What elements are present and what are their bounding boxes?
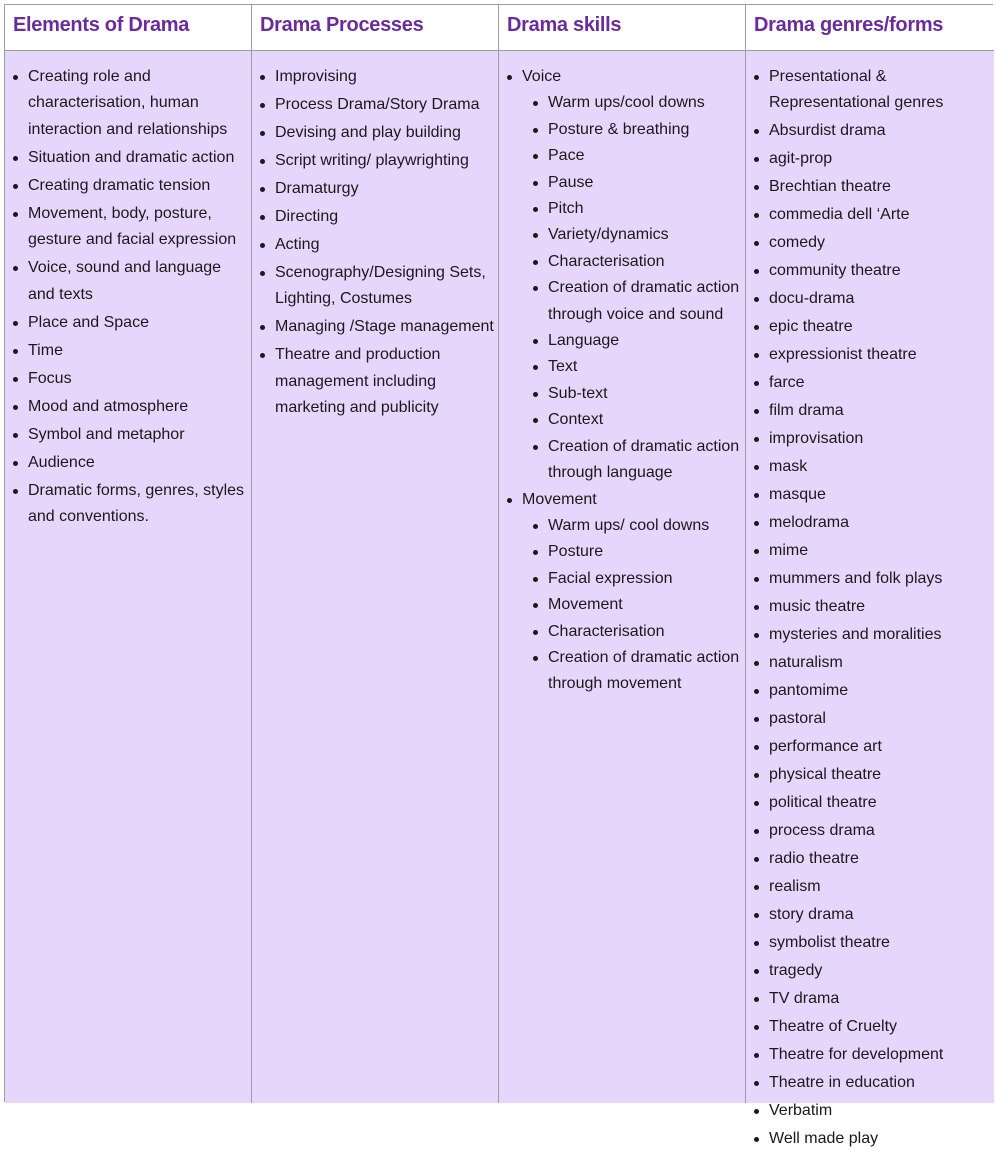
list-item-text: improvisation [769, 430, 864, 448]
list-item [5, 145, 251, 171]
list-item [252, 260, 498, 313]
column-drama-skills [499, 51, 746, 1103]
list-item-text: Language [548, 332, 620, 350]
bullet-icon [533, 286, 538, 291]
skills-list [499, 64, 745, 698]
bullet-icon [754, 913, 759, 918]
list-item-text: Theatre and production management including marketing and publicity [275, 346, 441, 417]
list-item-text: Brechtian theatre [769, 178, 891, 196]
list-item-text: Situation and dramatic action [28, 148, 235, 166]
header-label: Drama Processes [260, 14, 424, 36]
bullet-icon [754, 773, 759, 778]
bullet-icon [754, 269, 759, 274]
list-item-text: Characterisation [548, 622, 665, 640]
list-item-text: comedy [769, 234, 826, 252]
skill-sub-item [522, 513, 745, 539]
list-item-text: performance art [769, 738, 882, 756]
list-item [746, 454, 994, 480]
bullet-icon [533, 656, 538, 661]
list-item-text: Pitch [548, 200, 584, 218]
elements-list [5, 64, 251, 530]
list-item-text: physical theatre [769, 766, 882, 784]
bullet-icon [533, 207, 538, 212]
list-item [5, 478, 251, 531]
bullet-icon [754, 969, 759, 974]
bullet-icon [533, 181, 538, 186]
list-item [5, 64, 251, 143]
list-item [746, 650, 994, 676]
bullet-icon [754, 885, 759, 890]
bullet-icon [754, 549, 759, 554]
bullet-icon [754, 577, 759, 582]
list-item-text: Warm ups/ cool downs [548, 516, 710, 534]
bullet-icon [754, 941, 759, 946]
list-item [746, 1126, 994, 1152]
bullet-icon [754, 157, 759, 162]
list-item-text: Context [548, 411, 604, 429]
bullet-icon [754, 493, 759, 498]
list-item [252, 314, 498, 340]
list-item-text: film drama [769, 402, 844, 420]
list-item-text: tragedy [769, 962, 823, 980]
list-item [746, 482, 994, 508]
bullet-icon [754, 129, 759, 134]
bullet-icon [533, 101, 538, 106]
bullet-icon [507, 75, 512, 80]
list-item-text: Pause [548, 173, 594, 191]
list-item-text: Creation of dramatic action through voice and sound [548, 279, 740, 323]
bullet-icon [533, 365, 538, 370]
list-item [5, 422, 251, 448]
list-item [746, 258, 994, 284]
list-item-text: Audience [28, 453, 95, 471]
bullet-icon [533, 154, 538, 159]
bullet-icon [754, 297, 759, 302]
list-item-text: agit-prop [769, 150, 833, 168]
list-item [746, 1042, 994, 1068]
list-item-text: Posture & breathing [548, 120, 690, 138]
list-item [5, 394, 251, 420]
list-item [746, 846, 994, 872]
list-item-text: Devising and play building [275, 124, 461, 141]
bullet-icon [13, 405, 18, 410]
list-item-text: pastoral [769, 710, 826, 728]
bullet-icon [13, 156, 18, 161]
list-item [5, 255, 251, 308]
list-item [746, 986, 994, 1012]
bullet-icon [533, 630, 538, 635]
list-item-text: Dramaturgy [275, 180, 359, 197]
processes-list [252, 64, 498, 422]
skill-sub-item [522, 328, 745, 354]
list-item [746, 398, 994, 424]
list-item [746, 286, 994, 312]
bullet-icon [754, 437, 759, 442]
skill-sub-item [522, 222, 745, 248]
list-item [746, 678, 994, 704]
bullet-icon [533, 418, 538, 423]
skill-sub-item [522, 143, 745, 169]
list-item-text: Symbol and metaphor [28, 425, 185, 443]
skill-sub-item [522, 196, 745, 222]
bullet-icon [13, 433, 18, 438]
list-item-text: Dramatic forms, genres, styles and conventions. [28, 481, 245, 526]
bullet-icon [754, 381, 759, 386]
list-item-text: mummers and folk plays [769, 570, 943, 588]
bullet-icon [754, 689, 759, 694]
list-item-text: community theatre [769, 262, 901, 280]
bullet-icon [13, 266, 18, 271]
list-item [252, 64, 498, 90]
bullet-icon [13, 349, 18, 354]
list-item [746, 958, 994, 984]
list-item [252, 176, 498, 202]
bullet-icon [13, 321, 18, 326]
list-item [746, 510, 994, 536]
list-item [5, 450, 251, 476]
list-item [746, 930, 994, 956]
bullet-icon [533, 233, 538, 238]
bullet-icon [507, 498, 512, 503]
bullet-icon [754, 1109, 759, 1114]
bullet-icon [754, 409, 759, 414]
list-item-text: symbolist theatre [769, 934, 890, 952]
list-item-text: Creating dramatic tension [28, 176, 211, 194]
header-drama-skills [499, 5, 746, 51]
bullet-icon [260, 325, 265, 330]
bullet-icon [533, 392, 538, 397]
skill-sub-item [522, 645, 745, 698]
bullet-icon [533, 260, 538, 265]
list-item-text: realism [769, 878, 821, 896]
list-item-text: radio theatre [769, 850, 859, 868]
bullet-icon [533, 524, 538, 529]
list-item-text: Text [548, 358, 578, 376]
list-item-text: Improvising [275, 68, 357, 85]
list-item [252, 120, 498, 146]
list-item-text: Posture [548, 543, 604, 561]
skill-sub-item [522, 407, 745, 433]
list-item-text: Theatre of Cruelty [769, 1018, 898, 1036]
list-item [746, 314, 994, 340]
list-item-text: process drama [769, 822, 875, 840]
list-item [746, 1014, 994, 1040]
list-item [746, 370, 994, 396]
bullet-icon [260, 131, 265, 136]
list-item-text: naturalism [769, 654, 843, 672]
list-item-text: Process Drama/Story Drama [275, 96, 480, 113]
list-item-text: mime [769, 542, 809, 560]
list-item [746, 706, 994, 732]
list-item [746, 734, 994, 760]
bullet-icon [533, 550, 538, 555]
list-item [746, 902, 994, 928]
list-item-text: Creating role and characterisation, human interaction and relationships [28, 68, 228, 138]
list-item-text: docu-drama [769, 290, 855, 308]
bullet-icon [13, 377, 18, 382]
list-item [252, 232, 498, 258]
list-item [746, 566, 994, 592]
list-item [5, 310, 251, 336]
bullet-icon [754, 325, 759, 330]
list-item-text: epic theatre [769, 318, 853, 336]
list-item [746, 230, 994, 256]
bullet-icon [754, 661, 759, 666]
bullet-icon [260, 243, 265, 248]
list-item-text: story drama [769, 906, 854, 924]
list-item-text: Place and Space [28, 313, 149, 331]
list-item [5, 173, 251, 199]
bullet-icon [754, 997, 759, 1002]
bullet-icon [754, 801, 759, 806]
bullet-icon [533, 445, 538, 450]
list-item [746, 174, 994, 200]
list-item [746, 342, 994, 368]
bullet-icon [754, 857, 759, 862]
list-item [252, 92, 498, 118]
bullet-icon [754, 1081, 759, 1086]
skill-sub-item [522, 170, 745, 196]
list-item-text: Creation of dramatic action through language [548, 437, 740, 482]
list-item [746, 1098, 994, 1124]
list-item-text: masque [769, 486, 826, 504]
list-item-text: Theatre in education [769, 1074, 915, 1092]
list-item-text: Well made play [769, 1130, 879, 1148]
list-item-text: Scenography/Designing Sets, Lighting, Costumes [275, 264, 486, 308]
list-item-text: commedia dell ‘Arte [769, 206, 910, 224]
header-drama-processes [252, 5, 499, 51]
list-item-text: Variety/dynamics [548, 226, 669, 244]
list-item-text: political theatre [769, 794, 877, 812]
skill-sub-item [522, 249, 745, 275]
list-item [252, 148, 498, 174]
list-item [746, 622, 994, 648]
list-item [746, 762, 994, 788]
list-item-text: music theatre [769, 598, 866, 616]
list-item-text: pantomime [769, 682, 849, 700]
list-item [746, 64, 994, 117]
skill-sub-item [522, 90, 745, 116]
bullet-icon [260, 75, 265, 80]
list-item-text: Presentational & Representational genres [769, 68, 944, 112]
list-item [746, 118, 994, 144]
list-item-text: Directing [275, 208, 339, 225]
list-item [252, 342, 498, 421]
list-item-text: Theatre for development [769, 1046, 944, 1064]
skill-sub-item [522, 566, 745, 592]
list-item-text: melodrama [769, 514, 850, 532]
bullet-icon [260, 353, 265, 358]
list-item [746, 146, 994, 172]
skill-sub-item [522, 354, 745, 380]
bullet-icon [754, 241, 759, 246]
skill-sub-item [522, 619, 745, 645]
list-item [5, 366, 251, 392]
skill-sub-list [522, 90, 745, 486]
list-item-text: Verbatim [769, 1102, 833, 1120]
header-label: Elements of Drama [13, 14, 190, 36]
bullet-icon [754, 521, 759, 526]
list-item-text: Warm ups/cool downs [548, 94, 705, 112]
bullet-icon [754, 633, 759, 638]
bullet-icon [13, 461, 18, 466]
drama-table [4, 4, 993, 1148]
skill-sub-item [522, 434, 745, 487]
list-item [746, 538, 994, 564]
list-item-text: Time [28, 341, 63, 359]
list-item-text: Sub-text [548, 384, 608, 402]
bullet-icon [13, 212, 18, 217]
bullet-icon [754, 1025, 759, 1030]
skill-sub-item [522, 539, 745, 565]
skill-sub-item [522, 275, 745, 328]
bullet-icon [754, 605, 759, 610]
list-item-text: Movement [522, 490, 597, 508]
bullet-icon [260, 103, 265, 108]
header-label: Drama skills [507, 14, 622, 36]
genres-list [746, 64, 994, 1153]
list-item-text: Voice, sound and language and texts [28, 259, 222, 303]
bullet-icon [13, 184, 18, 189]
list-item-text: Movement, body, posture, gesture and facial expression [28, 204, 237, 249]
list-item [746, 874, 994, 900]
list-item-text: expressionist theatre [769, 346, 917, 364]
bullet-icon [13, 75, 18, 80]
bullet-icon [260, 215, 265, 220]
list-item-text: farce [769, 374, 805, 392]
header-elements-of-drama [5, 5, 252, 51]
list-item-text: Movement [548, 596, 623, 614]
list-item-text: Characterisation [548, 252, 665, 270]
bullet-icon [754, 829, 759, 834]
bullet-icon [13, 489, 18, 494]
skill-sub-item [522, 381, 745, 407]
skill-sub-list [522, 513, 745, 698]
list-item-text: Focus [28, 369, 72, 387]
bullet-icon [754, 213, 759, 218]
skill-group [499, 64, 745, 487]
skill-group [499, 487, 745, 698]
bullet-icon [260, 159, 265, 164]
list-item [746, 426, 994, 452]
bullet-icon [754, 353, 759, 358]
list-item-text: TV drama [769, 990, 840, 1008]
header-drama-genres-forms [746, 5, 994, 51]
bullet-icon [260, 187, 265, 192]
bullet-icon [533, 128, 538, 133]
list-item [746, 594, 994, 620]
list-item-text: Mood and atmosphere [28, 397, 189, 415]
list-item-text: Absurdist drama [769, 122, 886, 140]
bullet-icon [533, 339, 538, 344]
column-elements-of-drama [5, 51, 252, 1103]
list-item [746, 202, 994, 228]
skill-sub-item [522, 592, 745, 618]
list-item [252, 204, 498, 230]
list-item [746, 790, 994, 816]
list-item [746, 1070, 994, 1096]
list-item-text: Creation of dramatic action through movement [548, 648, 740, 693]
list-item [5, 338, 251, 364]
column-drama-genres-forms [746, 51, 994, 1148]
list-item-text: Managing /Stage management [275, 318, 494, 336]
bullet-icon [754, 1137, 759, 1142]
bullet-icon [754, 745, 759, 750]
bullet-icon [754, 1053, 759, 1058]
bullet-icon [533, 577, 538, 582]
column-drama-processes [252, 51, 499, 1103]
list-item-text: mask [769, 458, 808, 476]
bullet-icon [754, 717, 759, 722]
bullet-icon [754, 185, 759, 190]
list-item [5, 201, 251, 254]
list-item-text: Facial expression [548, 569, 673, 587]
list-item-text: Voice [522, 68, 562, 85]
bullet-icon [754, 465, 759, 470]
bullet-icon [260, 271, 265, 276]
list-item-text: mysteries and moralities [769, 626, 942, 644]
skill-sub-item [522, 117, 745, 143]
bullet-icon [533, 603, 538, 608]
header-label: Drama genres/forms [754, 14, 944, 36]
list-item [746, 818, 994, 844]
list-item-text: Pace [548, 147, 585, 165]
list-item-text: Acting [275, 236, 320, 253]
list-item-text: Script writing/ playwrighting [275, 152, 469, 169]
bullet-icon [754, 75, 759, 80]
